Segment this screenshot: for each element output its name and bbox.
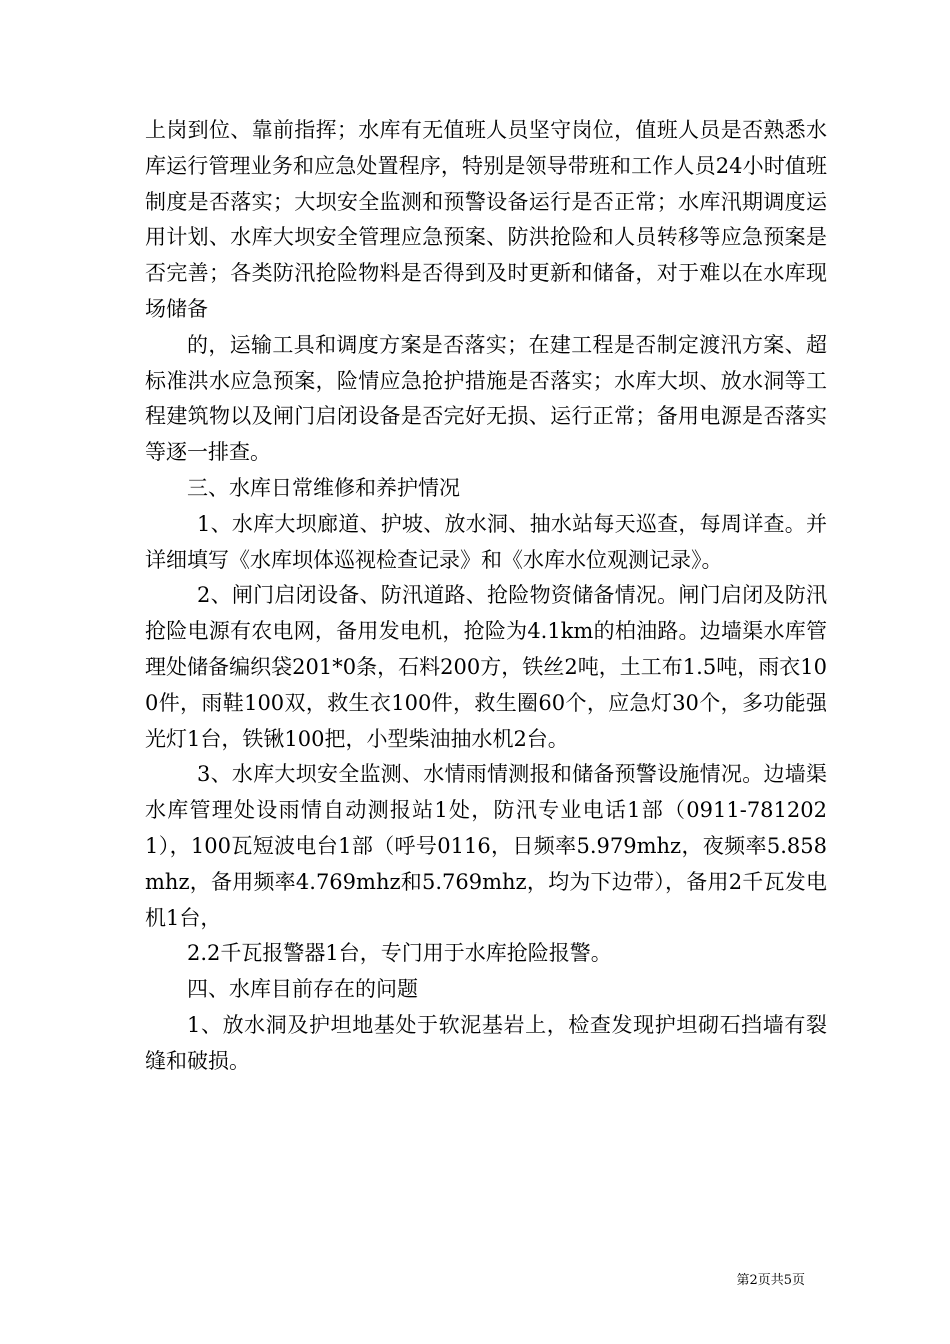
paragraph-item-3: 3、水库大坝安全监测、水情雨情测报和储备预警设施情况。边墙渠水库管理处设雨情自动测报站1处，防汛专业电话1部（0911-7812021），100瓦短波电台1部（呼号0116，日频率5.979mhz，夜频率5.858mhz，备用频率4.769mhz和5.769mhz，均为下边带），备用2千瓦发电机1台， <box>145 762 827 930</box>
section-heading-3: 三、水库日常维修和养护情况 <box>187 475 460 500</box>
paragraph-item-3-cont: 2.2千瓦报警器1台，专门用于水库抢险报警。 <box>187 941 612 966</box>
paragraph-item-1: 1、水库大坝廊道、护坡、放水洞、抽水站每天巡查，每周详查。并详细填写《水库坝体巡视检查记录》和《水库水位观测记录》。 <box>145 511 827 572</box>
page-number-footer: 第2页共5页 <box>736 1273 805 1288</box>
section-heading-4: 四、水库目前存在的问题 <box>187 977 418 1002</box>
paragraph-2: 的，运输工具和调度方案是否落实；在建工程是否制定渡汛方案、超标准洪水应急预案，险情应急抢护措施是否落实；水库大坝、放水洞等工程建筑物以及闸门启闭设备是否完好无损、运行正常；备用电源是否落实等逐一排查。 <box>145 332 827 465</box>
paragraph-item-2: 2、闸门启闭设备、防汛道路、抢险物资储备情况。闸门启闭及防汛抢险电源有农电网，备用发电机，抢险为4.1km的柏油路。边墙渠水库管理处储备编织袋201*0条，石料200方，铁丝2吨，土工布1.5吨，雨衣100件，雨鞋100双，救生衣100件，救生圈60个，应急灯30个，多功能强光灯1台，铁锹100把，小型柴油抽水机2台。 <box>145 583 827 751</box>
paragraph-1: 上岗到位、靠前指挥；水库有无值班人员坚守岗位，值班人员是否熟悉水库运行管理业务和应急处置程序，特别是领导带班和工作人员24小时值班制度是否落实；大坝安全监测和预警设备运行是否正常；水库汛期调度运用计划、水库大坝安全管理应急预案、防洪抢险和人员转移等应急预案是否完善；各类防汛抢险物料是否得到及时更新和储备，对于难以在水库现场储备 <box>145 118 827 321</box>
paragraph-problem-1: 1、放水洞及护坦地基处于软泥基岩上，检查发现护坦砌石挡墙有裂缝和破损。 <box>145 1012 827 1073</box>
document-body <box>145 113 827 1080</box>
